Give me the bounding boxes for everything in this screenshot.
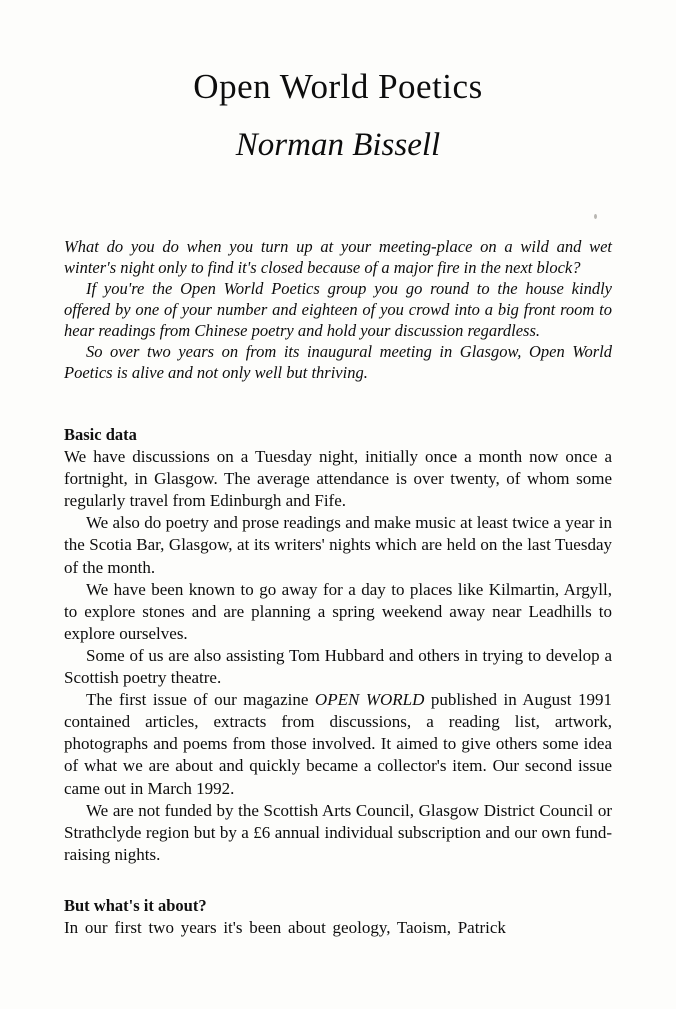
page-title: Open World Poetics [193, 67, 483, 106]
body-text-before-magazine: The first issue of our magazine [86, 690, 315, 710]
author-name: Norman Bissell [235, 126, 441, 163]
abstract-paragraph: So over two years on from its inaugural meeting in Glasgow, Open World Poetics is alive and not only well but thriving. [64, 341, 612, 382]
section-spacer [64, 866, 612, 896]
body-paragraph: We have discussions on a Tuesday night, initially once a month now once a fortnight, in Glasgow. The average attendance is over twenty, of whom some regularly travel from Edinburgh and Fife. [64, 447, 612, 511]
document-content [64, 0, 612, 939]
section-heading-basic-data: Basic data [64, 425, 137, 445]
body-paragraph-magazine [64, 689, 612, 799]
abstract-paragraph: What do you do when you turn up at your meeting-place on a wild and wet winter's night only to find it's closed because of a major fire in the next block? [64, 236, 612, 277]
body-paragraph: We also do poetry and prose readings and make music at least twice a year in the Scotia Bar, Glasgow, at its writers' nights which are held on the last Tuesday of the month. [64, 513, 612, 577]
abstract-block [64, 237, 612, 384]
body-paragraph: We have been known to go away for a day to places like Kilmartin, Argyll, to explore stones and are planning a spring weekend away near Leadhills to explore ourselves. [64, 579, 612, 643]
body-paragraph: Some of us are also assisting Tom Hubbard and others in trying to develop a Scottish poetry theatre. [64, 645, 612, 688]
section-body-but-whats-it-about [64, 917, 612, 939]
section-heading-but-whats-it-about: But what's it about? [64, 895, 207, 915]
abstract-paragraph: If you're the Open World Poetics group you go round to the house kindly offered by one of your number and eighteen of you crowd into a big front room to hear readings from Chinese poetry and hold your discussion regardless. [64, 278, 612, 340]
body-text-after-magazine: published in August 1991 contained articles, extracts from discussions, a reading list, artwork, photographs and poems from those involved. It aimed to give others some idea of what we are about and quickly became a collector's item. Our second issue came out in March 1992. [64, 690, 612, 798]
magazine-title: OPEN WORLD [314, 690, 425, 710]
section-body-basic-data [64, 446, 612, 866]
body-paragraph: We are not funded by the Scottish Arts Council, Glasgow District Council or Strathclyde region but by a £6 annual individual subscription and our own fund-raising nights. [64, 800, 612, 864]
body-paragraph: In our first two years it's been about geology, Taoism, Patrick [64, 917, 506, 937]
